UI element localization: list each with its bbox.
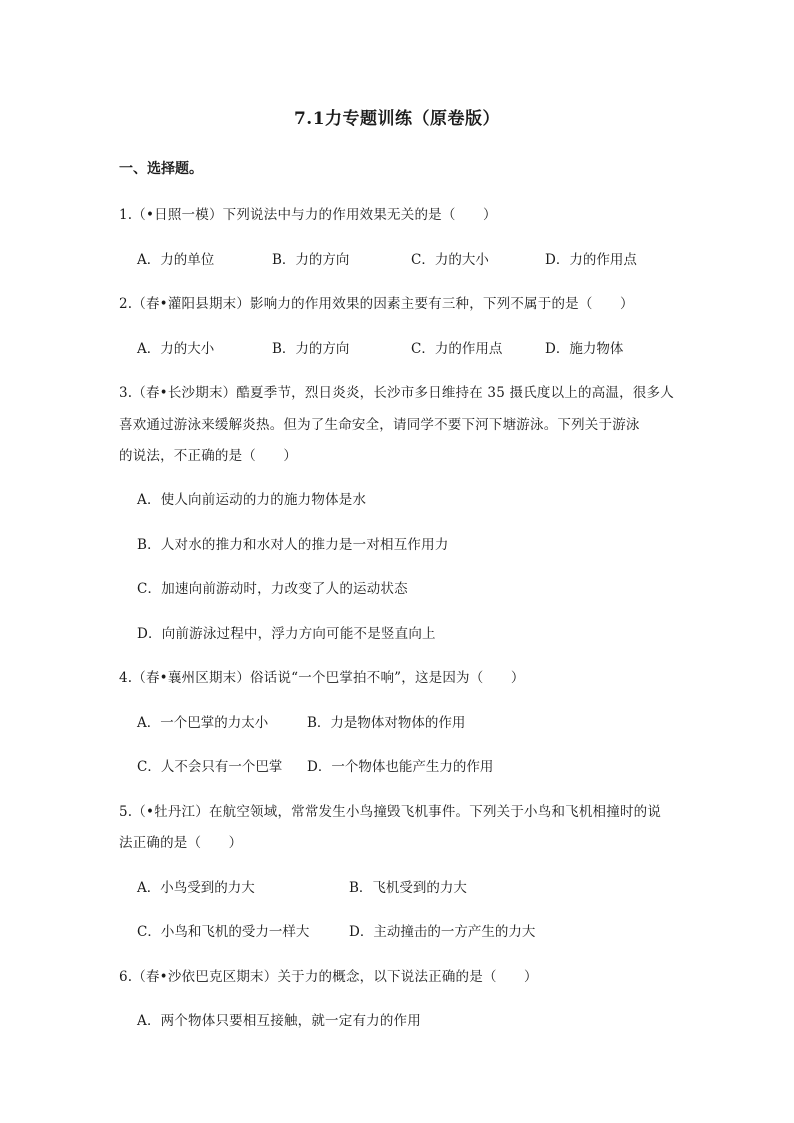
q5-option-a: A．小鸟受到的力大 [137,880,255,896]
section-heading: 一、选择题。 [119,161,203,177]
q3-option-c: C．加速向前游动时，力改变了人的运动状态 [137,581,408,597]
q4-stem: 4.（春•襄州区期末）俗话说“一个巴掌拍不响”，这是因为（ ） [119,670,525,686]
q3-option-b: B．人对水的推力和水对人的推力是一对相互作用力 [137,537,449,553]
q4-option-b: B．力是物体对物体的作用 [307,715,466,731]
q3-option-d: D．向前游泳过程中，浮力方向可能不是竖直向上 [137,626,436,642]
q3-stem-line-2: 喜欢通过游泳来缓解炎热。但为了生命安全，请同学不要下河下塘游泳。下列关于游泳 [119,417,640,433]
q2-option-c: C．力的作用点 [411,341,503,357]
q1-option-b: B．力的方向 [272,252,350,268]
q2-option-d: D．施力物体 [545,341,624,357]
q5-option-d: D．主动撞击的一方产生的力大 [349,924,536,940]
q3-stem-line-1: 3.（春•长沙期末）酷夏季节，烈日炎炎，长沙市多日维持在 35 摄氏度以上的高温，很多人 [119,385,674,401]
page-title: 7.1力专题训练（原卷版） [293,109,501,129]
q3-stem-line-3: 的说法，不正确的是（ ） [119,448,298,464]
q1-option-c: C．力的大小 [411,252,489,268]
q2-option-b: B．力的方向 [272,341,350,357]
q5-option-b: B．飞机受到的力大 [349,880,467,896]
q2-option-a: A．力的大小 [137,341,215,357]
q4-option-d: D．一个物体也能产生力的作用 [307,759,494,775]
q3-option-a: A．使人向前运动的力的施力物体是水 [137,492,367,508]
q1-stem: 1.（•日照一模）下列说法中与力的作用效果无关的是（ ） [119,207,497,223]
q4-option-c: C．人不会只有一个巴掌 [137,759,283,775]
q4-option-a: A．一个巴掌的力太小 [137,715,269,731]
q1-option-d: D．力的作用点 [545,252,637,268]
q5-stem-line-1: 5.（•牡丹江）在航空领域，常常发生小鸟撞毁飞机事件。下列关于小鸟和飞机相撞时的说 [119,804,662,820]
q1-option-a: A．力的单位 [137,252,215,268]
q5-stem-line-2: 法正确的是（ ） [119,835,243,851]
q6-stem: 6.（春•沙依巴克区期末）关于力的概念，以下说法正确的是（ ） [119,969,538,985]
q2-stem: 2.（春•灌阳县期末）影响力的作用效果的因素主要有三种，下列不属于的是（ ） [119,296,634,312]
q6-option-a: A．两个物体只要相互接触，就一定有力的作用 [137,1013,421,1029]
q5-option-c: C．小鸟和飞机的受力一样大 [137,924,310,940]
